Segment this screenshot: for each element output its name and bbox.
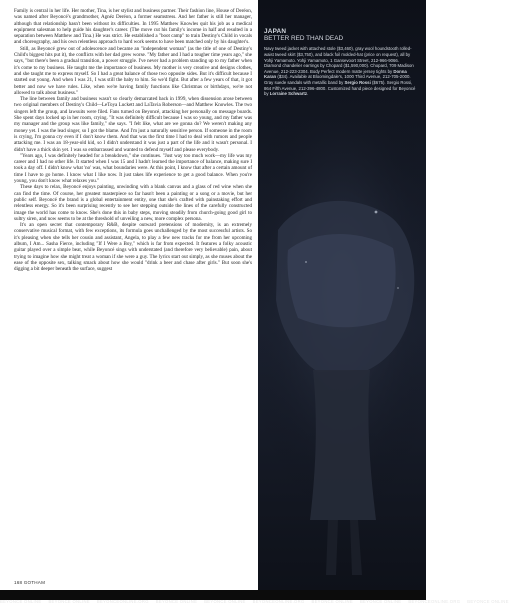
article-paragraph: These days to relax, Beyoncé enjoys painting, unwinding with a blank canvas and a glass of red wine when she can find the time. Of course, her greatest masterpiece so far hasn't been a painting or a song or a movie, but her public self. Beyoncé the brand is a global entertainment entity, one that she's crafted with painstaking effort and relentless energy. So it's been surprising recently to see her stepping outside the lines of the carefully constructed image the world has come to know. She's done this in baby steps, moving steadily from church-going good girl to sultry siren, and now seems to be at the threshold of unveiling a new, more complex persona. (14, 184, 252, 222)
caption-credits-text: ($675). Sergio Rossi, 864 Fifth Avenue, 212-396-4800. Customized hand piece designed for Beyoncé by (264, 79, 416, 97)
caption-designer-name: Lorraine Schwartz (269, 91, 307, 97)
footer-watermark-text: BEYONCE ONLINE (311, 599, 353, 604)
footer-watermark-text: BEYONCEONLINE.ORG (252, 599, 305, 604)
footer-watermark-text: BEYONCE ONLINE (467, 599, 509, 604)
footer-watermark-text: BEYONCE ONLINE (359, 599, 402, 604)
caption-credits-text: ($34). Available at Bloomingdale's, 1000 Third Avenue, 212-705-2000. Gray suede sandals with metallic band by (264, 74, 411, 85)
article-body (14, 8, 252, 580)
caption-designer-name: Donna Karan (264, 68, 407, 80)
article-paragraph: "Years ago, I was definitely headed for a breakdown," she continues. "Just way too much work—my life was my career and I had no other life. It started when I was 15 and I hadn't learned the importance of balance, making sure I took a day off. I didn't know what 'no' was, what boundaries were. At this point, I know that after a certain amount of time I have to go home. I know what I like now. It just takes life experience to get a good balance. When you're young, you don't know what relaxes you." (14, 152, 252, 185)
caption-body (264, 46, 416, 96)
page-folio: 168 GOTHAM (14, 580, 46, 585)
footer-watermark-text: BEYONCEONLINE.ORG (408, 599, 461, 604)
caption-credits-text: Navy tweed jacket with attached stole ($3,460), gray wool houndstooth rolled-waist tweed skirt ($3,750), and black foil molded-hat (price on request), all by Yohji Yamamoto. Yohji Yamamoto, 1 Gansevoort Street, 212-966-9066. Diamond chandelier earrings by Chopard ($1,590,000). Chopard, 709 Madison Avenue, 212-223-2304. Body Perfect modern matte jersey tights by (264, 46, 414, 74)
footer-watermark-text: BEYONCE ONLINE (48, 599, 90, 604)
footer-watermark-text: BEYONCE ONLINE (155, 599, 198, 604)
caption-title: JAPAN (264, 28, 287, 35)
article-paragraph: It's an open secret that contemporary R&B, despite outward pretensions of modernity, is an extremely conservative musical format, with few exceptions, its formula goes unchallenged by the most successful artists. So it's pleasing when she tells her cousin and assistant, Angela, to play a few new tracks for me from her upcoming album, I Am... Sasha Fierce, including "If I Were a Boy," which is far from expected. It features a folky acoustic guitar played over a simple beat, while Beyoncé sings with understated (and therefore very believable) pain, about trying to imagine how she might treat a woman if she were a guy. The lyrics start out simply, as she muses about the ease of the opposite sex, talking smack about how she would "drink a beer and chase after girls." But soon she's digging a bit deeper beneath the surface, suggest (14, 222, 252, 273)
footer-watermark-text: BEYONCE ONLINE (204, 599, 246, 604)
footer-watermark-text: BEYONCEONLINE.ORG (96, 599, 149, 604)
footer-watermark-strip (0, 590, 509, 604)
article-paragraph: Family is central in her life. Her mother, Tina, is her stylist and business partner. Their fashion line, House of Deréon, was named after Beyoncé's grandmother, Agnéz Deréon, a former seamstress. And her father is still her manager, although that relationship hasn't been without its difficulties. In 1995 Matthew Knowles quit his job as a medical equipment salesman to help guide his daughter's career. (The move cut his family's income in half and resulted in a separation between Matthew and Tina.) He was strict. He established a "boot camp" to train Destiny's Child in vocals and choreography, and his own relentless approach to hard work seems to have been matched only by his daughter's. (14, 8, 252, 46)
photo-caption (264, 28, 416, 97)
footer-watermark-text: BEYONCE ONLINE (0, 599, 42, 604)
article-paragraph: Still, as Beyoncé grew out of adolescence and became an "independent woman" (as the title of one of Destiny's Child's biggest hits put it), the conflicts with her dad grew worse. "My father and I had a tougher time years ago," she says, "but there's been a gradual transition, a power struggle. I've never had a problem standing up to my father when it's come to my business. He taught me the importance of business. My mother is very creative and designs clothes, and she taught me to express myself. So I had a great balance of those two opposite sides. But it's difficult because I started out young. And when I was 21, I was still the baby to him. So we'd fight. But after a few years of that, it got better and now we have rules. Like, when we're having family functions like Christmas or birthdays, we're not allowed to talk about business." (14, 45, 252, 96)
caption-subtitle: BETTER RED THAN DEAD (264, 35, 344, 43)
caption-designer-name: Sergio Rossi (344, 79, 371, 85)
article-paragraph: The line between family and business wasn't so clearly demarcated back in 1999, when dissension arose between two original members of Destiny's Child—LeToya Luckett and LaTavia Roberson—and Matthew Knowles. The two singers left the group, and lawsuits were filed. Fans turned on Beyoncé, attacking her personally on message boards. She spent days locked up in her room, crying. "It was definitely difficult because I was so young, and my father was my manager and the group was like family," she says. "I felt like, what are we gonna do? We weren't making any money yet. I was the lead singer, so I got the blame. And I'm just a naturally sensitive person. If someone in the room is crying, I'm gonna cry even if I don't know them. And that was the first time I had to deal with rumors and people attacking me. I was an 18-year-old kid, so I didn't understand it was just a part of the life and it wasn't personal. I didn't have a thick skin yet. I was so embarrassed and wanted to defend myself and please everybody. (14, 96, 252, 153)
caption-credits-end: . (307, 91, 309, 97)
